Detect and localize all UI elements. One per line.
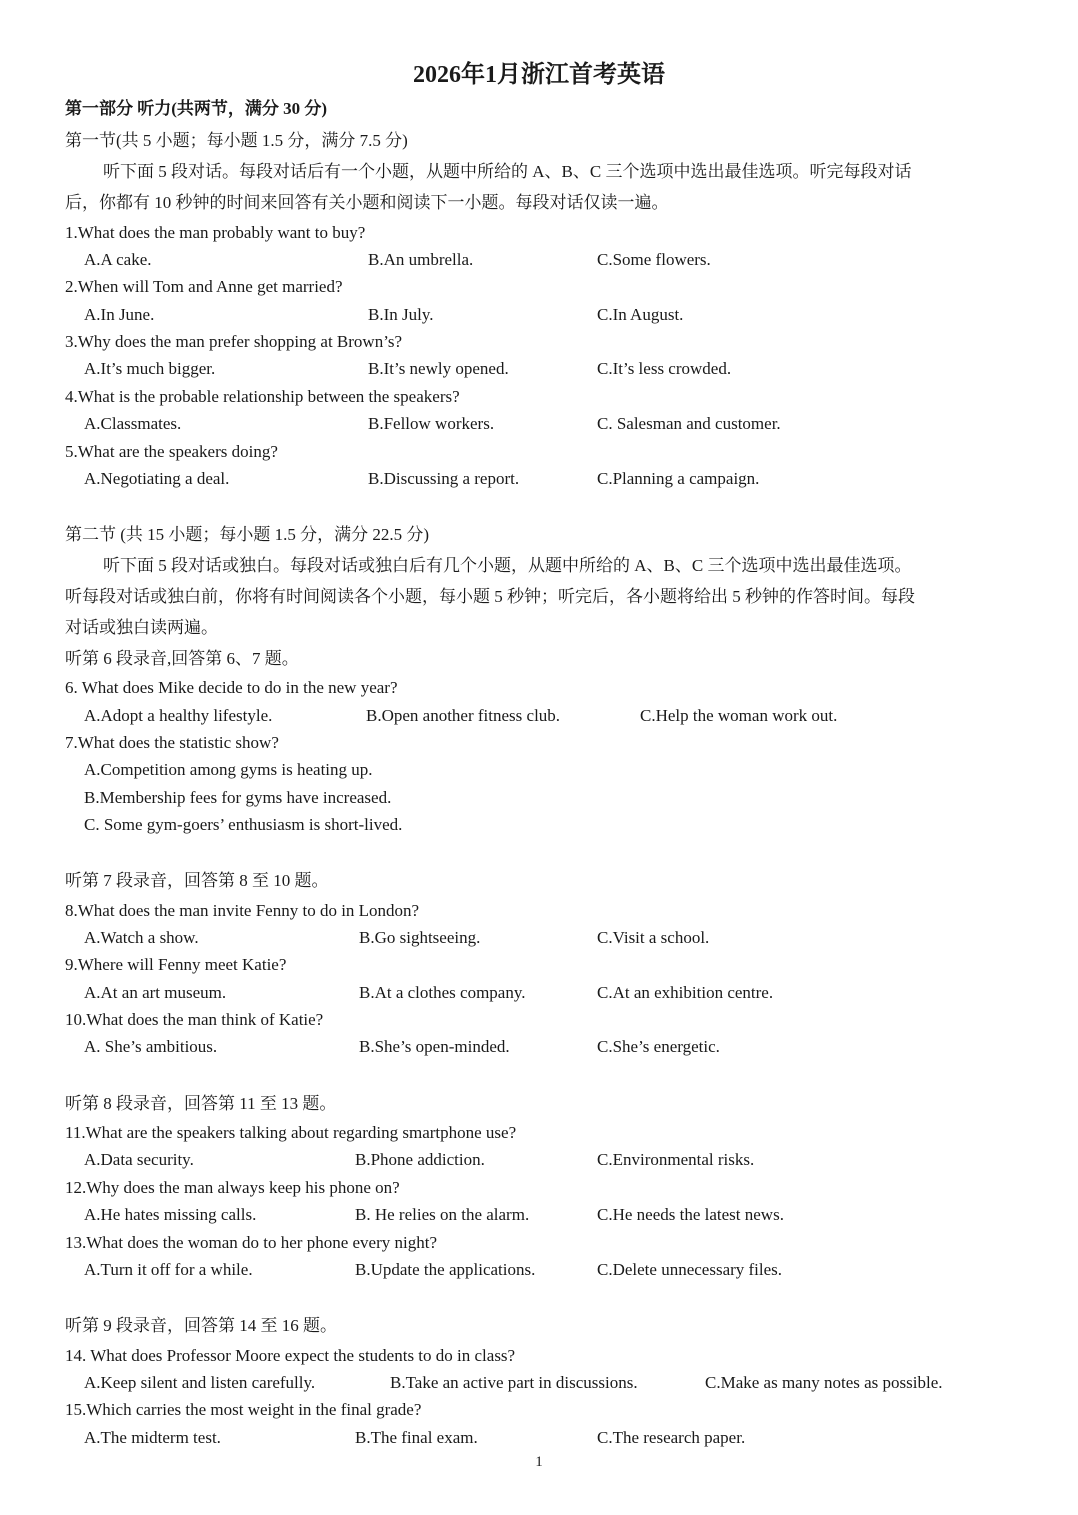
option-b: B.At a clothes company. — [359, 983, 526, 1002]
question-stem: 4.What is the probable relationship between the speakers? — [65, 387, 460, 406]
option-b: B.Phone addiction. — [355, 1150, 485, 1169]
group-heading: 听第 6 段录音,回答第 6、7 题。 — [65, 649, 299, 668]
option-a: A.The midterm test. — [84, 1428, 221, 1447]
option-c: C. Some gym-goers’ enthusiasm is short-lived. — [84, 815, 403, 834]
option-a: A.Negotiating a deal. — [84, 469, 230, 488]
option-c: C.Visit a school. — [597, 928, 710, 947]
option-c: C.In August. — [597, 305, 684, 324]
option-c: C.He needs the latest news. — [597, 1205, 784, 1224]
option-b: B.She’s open-minded. — [359, 1037, 510, 1056]
question-stem: 3.Why does the man prefer shopping at Brown’s? — [65, 332, 403, 351]
question-stem: 9.Where will Fenny meet Katie? — [65, 955, 287, 974]
question-stem: 14. What does Professor Moore expect the students to do in class? — [65, 1346, 516, 1365]
option-c: C.Some flowers. — [597, 250, 711, 269]
group-heading: 听第 8 段录音，回答第 11 至 13 题。 — [65, 1094, 337, 1113]
option-b: B.Membership fees for gyms have increased. — [84, 788, 392, 807]
question-stem: 1.What does the man probably want to buy? — [65, 223, 366, 242]
option-a: A.Data security. — [84, 1150, 194, 1169]
section1-instructions-line2: 后，你都有 10 秒钟的时间来回答有关小题和阅读下一小题。每段对话仅读一遍。 — [65, 193, 669, 212]
option-a: A.Classmates. — [84, 414, 182, 433]
option-a: A.It’s much bigger. — [84, 359, 216, 378]
question-stem: 13.What does the woman do to her phone every night? — [65, 1233, 438, 1252]
option-c: C.Make as many notes as possible. — [705, 1373, 943, 1392]
option-b: B.Update the applications. — [355, 1260, 536, 1279]
option-b: B.In July. — [368, 305, 434, 324]
option-c: C.She’s energetic. — [597, 1037, 720, 1056]
option-a: A.In June. — [84, 305, 155, 324]
part1-heading: 第一部分 听力(共两节，满分 30 分) — [65, 99, 328, 118]
section2-instructions-line1: 听下面 5 段对话或独白。每段对话或独白后有几个小题，从题中所给的 A、B、C 三个选项中选出最佳选项。 — [103, 556, 912, 575]
option-c: C.The research paper. — [597, 1428, 746, 1447]
question-stem: 15.Which carries the most weight in the final grade? — [65, 1400, 422, 1419]
option-a: A.At an art museum. — [84, 983, 227, 1002]
option-c: C.At an exhibition centre. — [597, 983, 774, 1002]
option-b: B.The final exam. — [355, 1428, 478, 1447]
group-heading: 听第 9 段录音，回答第 14 至 16 题。 — [65, 1316, 337, 1335]
section1-heading: 第一节(共 5 小题；每小题 1.5 分，满分 7.5 分) — [65, 131, 408, 150]
option-a: A.Watch a show. — [84, 928, 199, 947]
option-a: A. She’s ambitious. — [84, 1037, 218, 1056]
question-stem: 12.Why does the man always keep his phone on? — [65, 1178, 400, 1197]
section2-instructions-line2: 听每段对话或独白前，你将有时间阅读各个小题，每小题 5 秒钟；听完后，各小题将给出 5 秒钟的作答时间。每段 — [65, 587, 915, 606]
question-stem: 7.What does the statistic show? — [65, 733, 279, 752]
option-a: A.A cake. — [84, 250, 152, 269]
option-b: B.Take an active part in discussions. — [390, 1373, 638, 1392]
option-a: A.He hates missing calls. — [84, 1205, 257, 1224]
option-b: B. He relies on the alarm. — [355, 1205, 530, 1224]
option-b: B.Go sightseeing. — [359, 928, 481, 947]
page-title: 2026年1月浙江首考英语 — [413, 62, 665, 88]
option-b: B.An umbrella. — [368, 250, 474, 269]
section2-instructions-line3: 对话或独白读两遍。 — [65, 618, 218, 637]
page-number: 1 — [535, 1454, 543, 1470]
question-stem: 10.What does the man think of Katie? — [65, 1010, 324, 1029]
option-c: C.Help the woman work out. — [640, 706, 838, 725]
option-a: A.Keep silent and listen carefully. — [84, 1373, 316, 1392]
option-a: A.Competition among gyms is heating up. — [84, 760, 373, 779]
option-c: C.Environmental risks. — [597, 1150, 755, 1169]
option-b: B.Open another fitness club. — [366, 706, 561, 725]
question-stem: 5.What are the speakers doing? — [65, 442, 278, 461]
option-c: C.Planning a campaign. — [597, 469, 760, 488]
option-a: A.Adopt a healthy lifestyle. — [84, 706, 273, 725]
option-c: C. Salesman and customer. — [597, 414, 781, 433]
question-stem: 8.What does the man invite Fenny to do in London? — [65, 901, 420, 920]
section1-instructions-line1: 听下面 5 段对话。每段对话后有一个小题，从题中所给的 A、B、C 三个选项中选出最佳选项。听完每段对话 — [103, 162, 912, 181]
section2-heading: 第二节 (共 15 小题；每小题 1.5 分，满分 22.5 分) — [65, 525, 430, 544]
question-stem: 11.What are the speakers talking about regarding smartphone use? — [65, 1123, 517, 1142]
option-b: B.It’s newly opened. — [368, 359, 509, 378]
option-a: A.Turn it off for a while. — [84, 1260, 253, 1279]
group-heading: 听第 7 段录音，回答第 8 至 10 题。 — [65, 871, 329, 890]
option-c: C.It’s less crowded. — [597, 359, 732, 378]
question-stem: 2.When will Tom and Anne get married? — [65, 277, 343, 296]
question-stem: 6. What does Mike decide to do in the new year? — [65, 678, 398, 697]
option-b: B.Discussing a report. — [368, 469, 520, 488]
option-c: C.Delete unnecessary files. — [597, 1260, 783, 1279]
option-b: B.Fellow workers. — [368, 414, 495, 433]
